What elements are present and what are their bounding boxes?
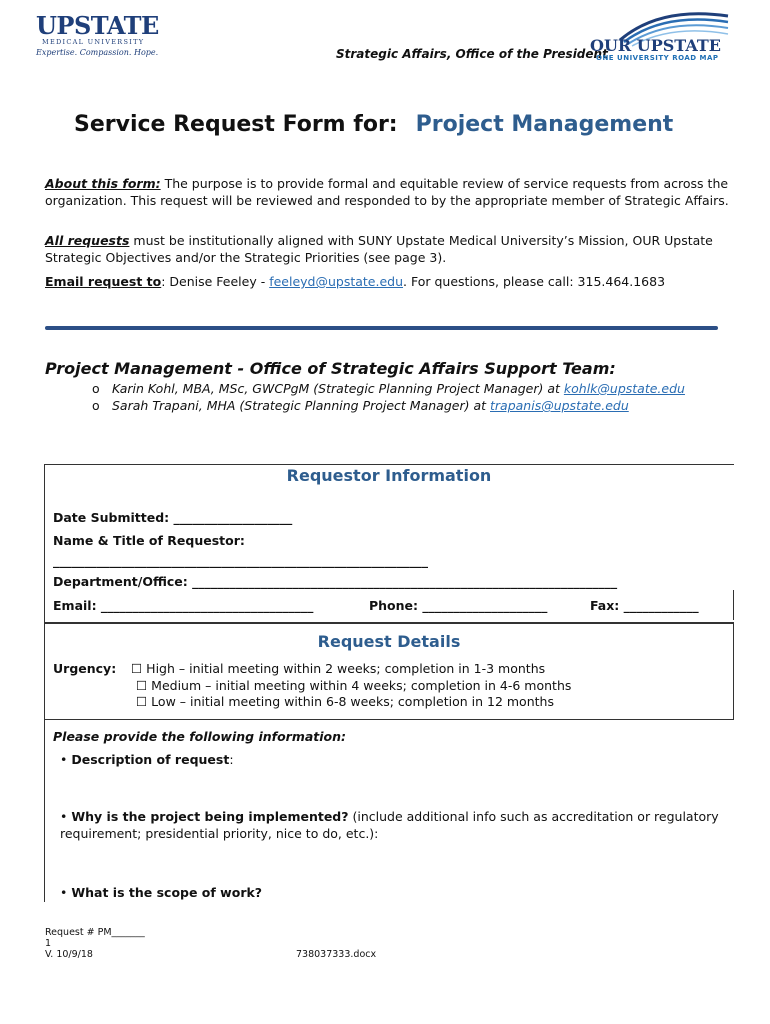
email-request-paragraph (45, 274, 735, 291)
urgency-label: Urgency: (53, 661, 117, 676)
upstate-logo (36, 11, 166, 64)
urgency-option-high[interactable]: ☐ High – initial meeting within 2 weeks; completion in 1-3 months (131, 661, 546, 676)
feeleyd-email-link[interactable]: feeleyd@upstate.edu (269, 274, 404, 289)
email-request-text1: : Denise Feeley - (161, 274, 270, 289)
question-description-rest: : (229, 752, 234, 767)
question-why (60, 809, 730, 842)
email-request-label: Email request to (45, 274, 162, 289)
team-member-text: Sarah Trapani, MHA (Strategic Planning Project Manager) at (112, 398, 490, 413)
info-heading-colon: : (341, 729, 347, 744)
box-divider (44, 622, 734, 624)
trapanis-email-link[interactable]: trapanis@upstate.edu (490, 398, 629, 413)
header-office: Strategic Affairs, Office of the President (336, 47, 608, 61)
info-heading (53, 729, 346, 744)
question-why-rest: (include additional info such as accreditation or regulatory requirement; presidential priority, nice to do, etc.): (60, 809, 719, 841)
requestor-heading: Requestor Information (286, 466, 492, 485)
email-field[interactable]: Email: __________________________________ (53, 598, 314, 613)
list-bullet: • (60, 809, 68, 824)
form-title (74, 112, 673, 137)
phone-field[interactable]: Phone: ____________________ (369, 598, 548, 613)
urgency-option-medium[interactable]: ☐ Medium – initial meeting within 4 weeks; completion in 4-6 months (136, 678, 572, 693)
fax-field[interactable]: Fax: ____________ (590, 598, 699, 613)
our-upstate-logo (590, 10, 730, 68)
our-upstate-wordmark: OUR UPSTATE (590, 36, 721, 55)
logo-wordmark: UPSTATE (36, 11, 159, 40)
footer-page-number: 1 (45, 938, 52, 949)
info-heading-text: Please provide the following information (53, 729, 342, 744)
question-scope-label: What is the scope of work? (71, 885, 263, 900)
footer-filename: 738037333.docx (296, 949, 377, 960)
requests-paragraph (45, 233, 735, 266)
logo-subtitle: MEDICAL UNIVERSITY (42, 38, 145, 46)
list-bullet: o (92, 381, 100, 396)
list-bullet: • (60, 752, 68, 767)
divider-rule (45, 326, 718, 330)
about-label: About this form: (45, 176, 161, 191)
department-field[interactable]: Department/Office: ____________________________________________________________________ (53, 574, 618, 589)
logo-tagline: Expertise. Compassion. Hope. (36, 48, 159, 57)
footer-left (45, 927, 145, 960)
title-accent: Project Management (415, 112, 674, 137)
footer-request-number: Request # PM_______ (45, 927, 145, 938)
question-description (60, 752, 730, 769)
road-map-subtitle: ONE UNIVERSITY ROAD MAP (596, 54, 719, 62)
team-member-trapani (92, 397, 732, 414)
question-why-label: Why is the project being implemented? (71, 809, 349, 824)
box-border-left (44, 464, 45, 902)
box-border-right (733, 590, 734, 620)
urgency-option-low[interactable]: ☐ Low – initial meeting within 6-8 weeks; completion in 12 months (136, 694, 554, 709)
list-bullet: o (92, 398, 100, 413)
email-request-text2: . For questions, please call: 315.464.1683 (403, 274, 666, 289)
footer-version: V. 10/9/18 (45, 949, 93, 960)
team-heading: Project Management - Office of Strategic Affairs Support Team: (45, 359, 616, 378)
box-divider (44, 719, 734, 720)
team-member-kohl (92, 380, 732, 397)
about-text: The purpose is to provide formal and equitable review of service requests from across the organization. This request will be reviewed and responded to by the appropriate member of Strategic Affairs. (45, 176, 729, 208)
request-details-heading: Request Details (317, 632, 461, 651)
list-bullet: • (60, 885, 68, 900)
team-member-text: Karin Kohl, MBA, MSc, GWCPgM (Strategic Planning Project Manager) at (112, 381, 564, 396)
team-list (92, 380, 732, 414)
requests-label: All requests (45, 233, 130, 248)
about-paragraph (45, 176, 735, 209)
requestor-name-field[interactable]: ____________________________________________________________ (53, 553, 428, 568)
box-border-top (44, 464, 734, 465)
requests-text: must be institutionally aligned with SUNY Upstate Medical University’s Mission, OUR Upstate Strategic Objectives and/or the Strategic Priorities (see page 3). (45, 233, 713, 265)
title-main: Service Request Form for: (74, 112, 398, 137)
kohlk-email-link[interactable]: kohlk@upstate.edu (563, 381, 685, 396)
date-submitted-field[interactable]: Date Submitted: ___________________ (53, 510, 293, 525)
question-description-label: Description of request (71, 752, 230, 767)
question-scope (60, 885, 730, 902)
requestor-name-label: Name & Title of Requestor: (53, 533, 245, 548)
